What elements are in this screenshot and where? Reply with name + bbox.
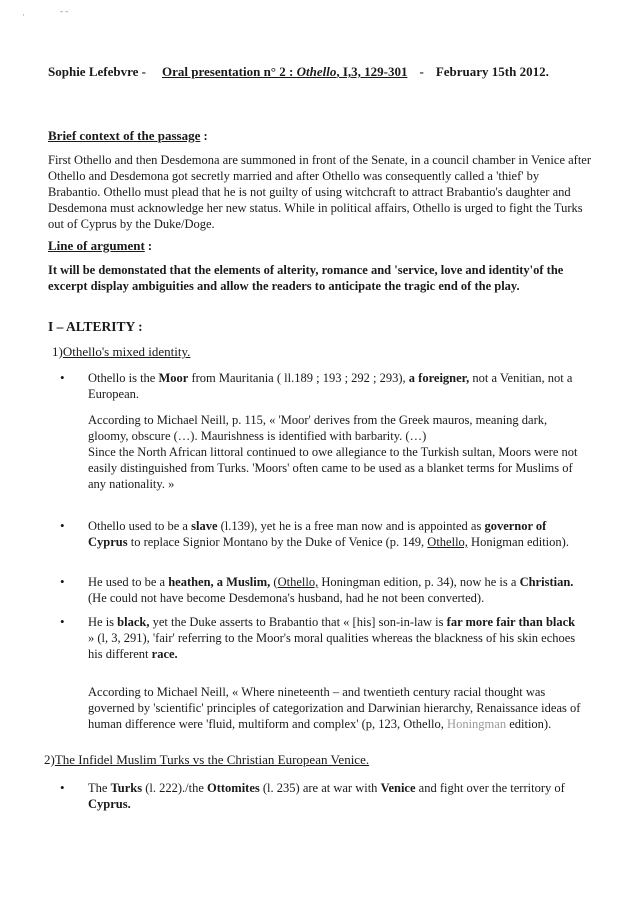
bullet-heathen: He used to be a heathen, a Muslim, (Othello, Honingman edition, p. 34), now he is a Christian. (He could not have become Desdemona's husband, had he not been converted). xyxy=(88,575,574,605)
bullet-moor: Othello is the Moor from Mauritania ( ll.189 ; 193 ; 292 ; 293), a foreigner, not a Venitian, not a European. xyxy=(88,371,573,401)
argument-heading: Line of argument : xyxy=(48,238,153,253)
section-alterity-title: I – ALTERITY : xyxy=(48,319,143,334)
bullet-turks: The Turks (l. 222)./the Ottomites (l. 235) are at war with Venice and fight over the territory of Cyprus. xyxy=(88,781,565,811)
quote-neill-moor: According to Michael Neill, p. 115, « 'Moor' derives from the Greek mauros, meaning dark, gloomy, obscure (…). Maurishness is identified with barbarity. (…) Since the North African littoral continued to owe allegiance to the Turkish sultan, Moors were not easily distinguished from Turks. 'Moors' often came to be used as a blanket terms for Muslims of any nationality. » xyxy=(88,413,578,491)
bullet-slave: Othello used to be a slave (l.139), yet he is a free man now and is appointed as governor of Cyprus to replace Signior Montano by the Duke of Venice (p. 149, Othello, Honigman edition). xyxy=(88,519,569,549)
presentation-title: Oral presentation n° 2 : Othello, I,3, 129-301 xyxy=(161,64,408,79)
bullet-marker: • xyxy=(60,518,65,533)
quote-neill-race: According to Michael Neill, « Where nineteenth – and twentieth century racial thought was governed by 'scientific' principles of categorization and Darwinian hierarchy, Renaissance ideas of human difference were 'fluid, multiform and complex' (p, 123, Othello, Honingman edition). xyxy=(88,685,581,731)
scan-speck: · xyxy=(22,10,25,20)
context-paragraph: First Othello and then Desdemona are summoned in front of the Senate, in a council chamber in Venice after Othello and Desdemona got secretly married and after Othello was consequently called a 'thief' by Brabantio. Othello must plead that he is not guilty of using witchcraft to attract Brabantio's daughter and Desdemona must acknowledge her new status. While in political affairs, Othello is urged to fight the Turks out of Cyprus by the Duke/Doge. xyxy=(48,153,592,231)
presentation-date: February 15th 2012. xyxy=(435,64,549,79)
argument-paragraph: It will be demonstated that the elements of alterity, romance and 'service, love and identity'of the excerpt display ambiguities and allow the readers to anticipate the tragic end of the play. xyxy=(48,263,564,293)
bullet-marker: • xyxy=(60,574,65,589)
bullet-marker: • xyxy=(60,370,65,385)
author-name: Sophie Lefebvre - xyxy=(48,64,146,79)
bullet-black: He is black, yet the Duke asserts to Brabantio that « [his] son-in-law is far more fair than black » (l, 3, 291), 'fair' referring to the Moor's moral qualities whereas the blackness of his skin echoes his different race. xyxy=(88,615,576,661)
bullet-marker: • xyxy=(60,614,65,629)
scan-speck: - - xyxy=(60,6,69,16)
subsection-turks-venice: 2)The Infidel Muslim Turks vs the Christian European Venice. xyxy=(44,752,370,767)
header-dash: - xyxy=(419,64,424,79)
bullet-marker: • xyxy=(60,780,65,795)
subsection-mixed-identity: 1)Othello's mixed identity. xyxy=(52,344,191,359)
context-heading: Brief context of the passage : xyxy=(48,128,208,143)
document-header xyxy=(48,64,608,81)
